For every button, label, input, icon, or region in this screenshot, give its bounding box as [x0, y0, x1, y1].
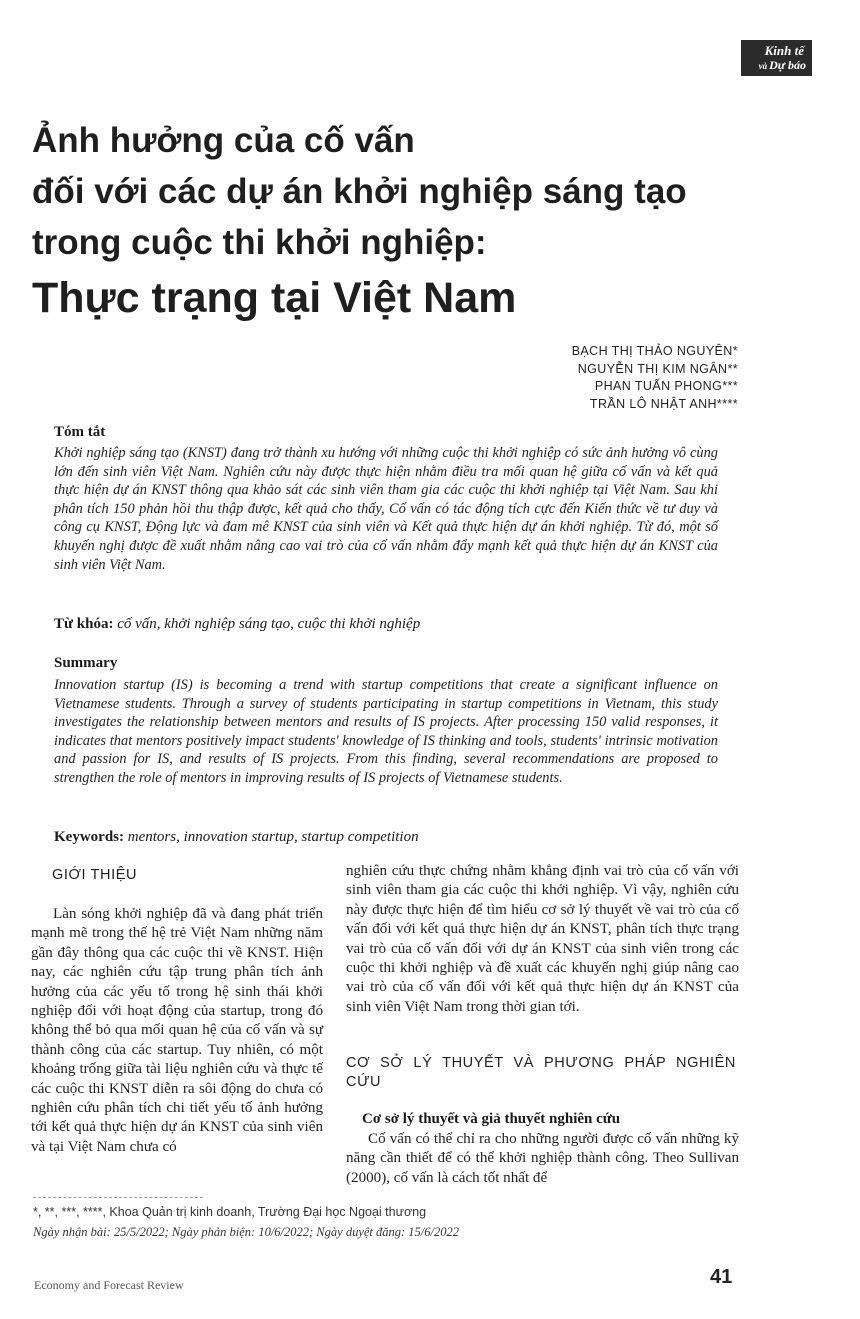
- title-line-1: Ảnh hưởng của cố vấn: [32, 121, 415, 160]
- intro-p2: nghiên cứu thực chứng nhằm khẳng định vai trò của cố vấn với sinh viên tham gia các cuộc thi khởi nghiệp. Vì vậy, nghiên cứu này được thực hiện để tìm hiểu cơ sở lý thuyết về vai trò của cố vấn đối với kết quả thực hiện dự án KNST, phân tích thực trạng vai trò của cố vấn đối với dự án KNST của sinh viên trong các cuộc thi khởi nghiệp và đề xuất các khuyến nghị giúp nâng cao vai trò của cố vấn đối với kết quả thực hiện dự án KNST của sinh viên Việt Nam trong thời gian tới.: [346, 863, 739, 1015]
- keywords-vi-label: Từ khóa:: [54, 616, 114, 632]
- keywords-vi: [54, 616, 420, 633]
- author-4: TRẦN LÔ NHẬT ANH****: [589, 396, 738, 411]
- author-list: [572, 343, 738, 413]
- keywords-en: [54, 829, 419, 846]
- page-number: 41: [710, 1266, 733, 1288]
- intro-paragraph-1: [31, 905, 323, 1157]
- keywords-en-label: Keywords:: [54, 829, 124, 845]
- badge-line2-small: và: [758, 61, 768, 71]
- badge-line2: [759, 59, 806, 71]
- footnote-divider: [33, 1197, 203, 1198]
- abstract-vi-text: Khởi nghiệp sáng tạo (KNST) đang trở thành xu hướng với những cuộc thi khởi nghiệp có sức ảnh hưởng vô cùng lớn đến sinh viên Việt Nam. Nghiên cứu này được thực hiện nhằm điều tra mối quan hệ giữa cố vấn và kết quả thực hiện dự án KNST thông qua khảo sát các sinh viên tham gia các cuộc thi khởi nghiệp tại Việt Nam. Sau khi phân tích 150 phản hồi thu thập được, kết quả cho thấy, Cố vấn có tác động tích cực đến Kiến thức về tư duy và công cụ KNST, Động lực và đam mê KNST của sinh viên và Kết quả thực hiện dự án khởi nghiệp. Từ đó, một số khuyến nghị được đề xuất nhằm nâng cao vai trò của cố vấn nhằm đẩy mạnh kết quả thực hiện dự án KNST của sinh viên Việt Nam.: [54, 445, 718, 573]
- keywords-vi-value: cố vấn, khởi nghiệp sáng tạo, cuộc thi khởi nghiệp: [117, 616, 421, 632]
- theory-paragraph-1: [346, 1130, 739, 1188]
- badge-line1: Kinh tế: [764, 43, 804, 58]
- theory-subheading: Cơ sở lý thuyết và giả thuyết nghiên cứu: [362, 1111, 621, 1127]
- journal-badge: [741, 40, 812, 76]
- theory-heading: CƠ SỞ LÝ THUYẾT VÀ PHƯƠNG PHÁP NGHIÊN CỨU: [346, 1055, 736, 1090]
- abstract-en-text: Innovation startup (IS) is becoming a trend with startup competitions that create a significant influence on Vietnamese students. Through a survey of students participating in startup competitions in Vietnam, this study investigates the relationship between mentors and results of IS projects. After processing 150 valid responses, it indicates that mentors positively impact students' knowledge of IS thinking and tools, students' intrinsic motivation and passion for IS, and results of IS projects. From this finding, several recommendations are proposed to strengthen the role of mentors in improving results of IS projects of Vietnamese students.: [54, 677, 718, 786]
- author-3: PHAN TUẤN PHONG***: [594, 379, 738, 393]
- title-line-4: Thực trạng tại Việt Nam: [32, 274, 517, 322]
- abstract-en-heading: Summary: [54, 655, 118, 671]
- intro-p1: Làn sóng khởi nghiệp đã và đang phát triển mạnh mẽ trong thế hệ trẻ Việt Nam những năm gần đây thông qua các cuộc thi về KNST. Hiện nay, các nghiên cứu tập trung phân tích ảnh hưởng của các yếu tố trong hệ sinh thái khởi nghiệp đối với hoạt động của startup, trong đó không thể bỏ qua mối quan hệ của cố vấn và sự thành công của các startup. Tuy nhiên, có một khoảng trống giữa tài liệu nghiên cứu và thực tế các cuộc thi KNST diễn ra sôi động do chưa có nghiên cứu phân tích chi tiết yếu tố ảnh hưởng tới kết quả thực hiện dự án KNST của sinh viên và tại Việt Nam chưa có: [31, 906, 323, 1155]
- intro-paragraph-2: [346, 862, 739, 1017]
- theory-p1: Cố vấn có thể chỉ ra cho những người được cố vấn những kỹ năng cần thiết để có thể khởi nghiệp thành công. Theo Sullivan (2000), cố vấn là cách tốt nhất để: [346, 1131, 739, 1186]
- footnote-dates: Ngày nhận bài: 25/5/2022; Ngày phản biện: 10/6/2022; Ngày duyệt đăng: 15/6/2022: [33, 1225, 459, 1239]
- title-line-3: trong cuộc thi khởi nghiệp:: [32, 223, 487, 262]
- article-title: [32, 115, 812, 328]
- author-1: BẠCH THỊ THẢO NGUYÊN*: [571, 344, 738, 358]
- author-2: NGUYỄN THỊ KIM NGÂN**: [577, 361, 738, 376]
- badge-line2-main: Dự báo: [769, 58, 806, 72]
- title-line-2: đối với các dự án khởi nghiệp sáng tạo: [32, 172, 687, 211]
- keywords-en-value: mentors, innovation startup, startup competition: [127, 829, 419, 845]
- abstract-vi-heading: Tóm tắt: [54, 424, 106, 440]
- footnote-affiliation: *, **, ***, ****, Khoa Quản trị kinh doanh, Trường Đại học Ngoại thương: [33, 1205, 427, 1219]
- intro-heading: GIỚI THIỆU: [52, 867, 138, 883]
- footer-journal: Economy and Forecast Review: [34, 1278, 184, 1292]
